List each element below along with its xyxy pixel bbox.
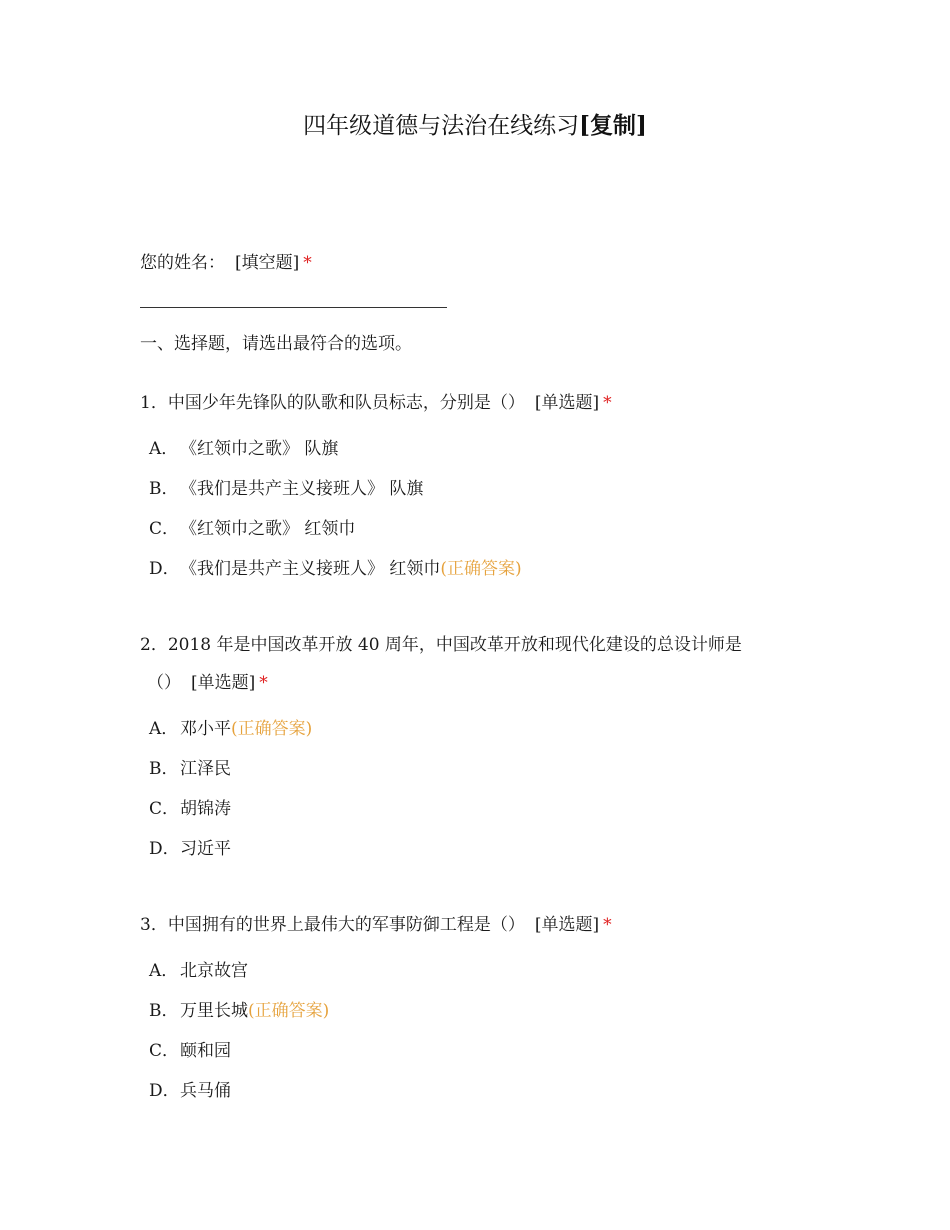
option-letter: B． bbox=[149, 759, 179, 779]
question-3-option-b[interactable] bbox=[149, 999, 329, 1023]
question-number: 1． bbox=[140, 393, 168, 413]
option-letter: C． bbox=[149, 519, 180, 539]
correct-answer-label: (正确答案) bbox=[440, 559, 522, 579]
question-1-option-c[interactable] bbox=[149, 517, 355, 541]
question-number: 2． bbox=[140, 635, 168, 655]
question-2-option-a[interactable] bbox=[149, 717, 312, 741]
question-type-tag: [单选题] bbox=[534, 915, 600, 935]
option-text: 习近平 bbox=[180, 839, 231, 859]
option-text: 万里长城 bbox=[180, 1001, 248, 1021]
option-text: 《我们是共产主义接班人》 队旗 bbox=[180, 479, 424, 499]
question-2-option-b[interactable] bbox=[149, 757, 231, 781]
section-heading: 一、选择题，请选出最符合的选项。 bbox=[140, 334, 412, 354]
option-text: 胡锦涛 bbox=[180, 799, 231, 819]
question-2-title-cont bbox=[147, 671, 268, 695]
option-text: 《红领巾之歌》 红领巾 bbox=[180, 519, 356, 539]
question-text: 2018 年是中国改革开放 40 周年，中国改革开放和现代化建设的总设计师是 bbox=[167, 635, 742, 655]
question-2-title bbox=[140, 633, 742, 657]
question-1-title bbox=[140, 391, 612, 415]
option-text: 兵马俑 bbox=[180, 1081, 231, 1101]
question-2-option-c[interactable] bbox=[149, 797, 231, 821]
required-mark: * bbox=[603, 915, 612, 935]
option-letter: A． bbox=[149, 439, 179, 459]
question-3-option-d[interactable] bbox=[149, 1079, 231, 1103]
option-letter: D． bbox=[149, 839, 180, 859]
option-letter: B． bbox=[149, 479, 179, 499]
question-3-option-a[interactable] bbox=[149, 959, 248, 983]
option-letter: A． bbox=[149, 719, 179, 739]
question-3-option-c[interactable] bbox=[149, 1039, 231, 1063]
option-text: 《我们是共产主义接班人》 红领巾 bbox=[180, 559, 441, 579]
option-letter: C． bbox=[149, 1041, 180, 1061]
option-letter: C． bbox=[149, 799, 180, 819]
name-type-tag: [填空题] bbox=[235, 253, 300, 273]
name-question-label bbox=[140, 251, 312, 275]
question-text-cont: （） bbox=[147, 673, 181, 693]
question-type-tag: [单选题] bbox=[534, 393, 600, 413]
question-text: 中国少年先锋队的队歌和队员标志，分别是（） bbox=[167, 393, 525, 413]
option-text: 《红领巾之歌》 队旗 bbox=[180, 439, 339, 459]
question-text: 中国拥有的世界上最伟大的军事防御工程是（） bbox=[167, 915, 525, 935]
name-label: 您的姓名： bbox=[140, 253, 225, 273]
title-suffix: [复制] bbox=[579, 112, 647, 139]
question-1-option-d[interactable] bbox=[149, 557, 522, 581]
option-letter: A． bbox=[149, 961, 179, 981]
title-text: 四年级道德与法治在线练习 bbox=[303, 113, 580, 139]
question-3-title bbox=[140, 913, 612, 937]
question-1-option-a[interactable] bbox=[149, 437, 338, 461]
option-text: 北京故宫 bbox=[180, 961, 248, 981]
option-letter: B． bbox=[149, 1001, 179, 1021]
question-2-option-d[interactable] bbox=[149, 837, 231, 861]
question-type-tag: [单选题] bbox=[191, 673, 256, 693]
option-letter: D． bbox=[149, 559, 180, 579]
question-1-option-b[interactable] bbox=[149, 477, 423, 501]
required-mark: * bbox=[603, 393, 612, 413]
correct-answer-label: (正确答案) bbox=[231, 719, 313, 739]
option-text: 邓小平 bbox=[180, 719, 231, 739]
required-mark: * bbox=[259, 673, 268, 693]
option-text: 颐和园 bbox=[180, 1041, 231, 1061]
option-letter: D． bbox=[149, 1081, 180, 1101]
required-mark: * bbox=[303, 253, 312, 273]
question-number: 3． bbox=[140, 915, 168, 935]
option-text: 江泽民 bbox=[180, 759, 231, 779]
name-answer-field[interactable] bbox=[140, 307, 447, 308]
page-title bbox=[0, 110, 950, 142]
correct-answer-label: (正确答案) bbox=[248, 1001, 330, 1021]
